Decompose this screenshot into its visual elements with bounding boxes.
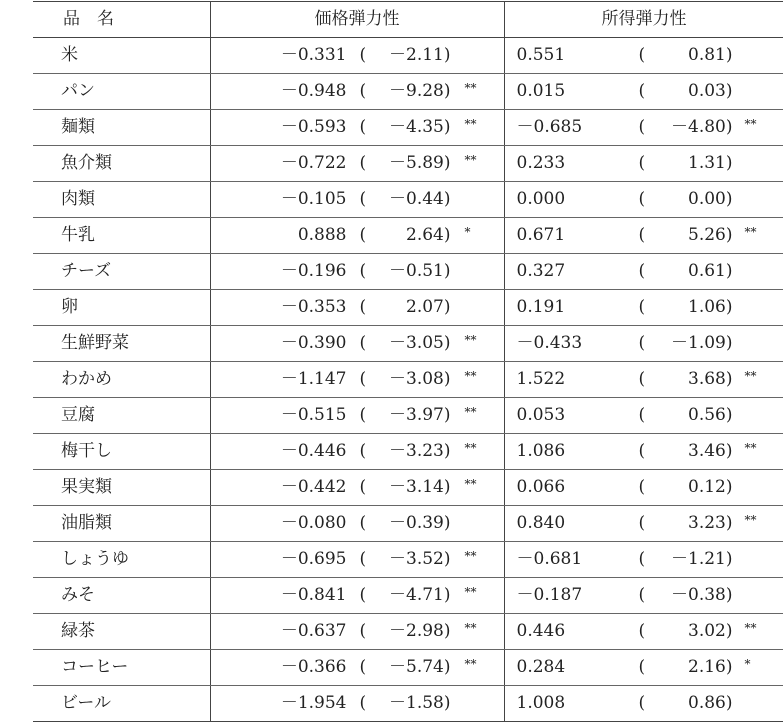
price-elasticity-cell bbox=[210, 398, 504, 434]
price-t-value: －2.11) bbox=[389, 45, 451, 65]
price-t-value: －0.44) bbox=[389, 189, 451, 209]
table-header-row bbox=[33, 2, 783, 38]
price-paren-open: ( bbox=[359, 585, 367, 605]
price-t-value: －3.14) bbox=[389, 477, 451, 497]
income-elasticity-cell bbox=[504, 650, 783, 686]
price-t-value: －2.98) bbox=[389, 621, 451, 641]
item-name: 肉類 bbox=[61, 189, 95, 209]
price-elasticity-cell bbox=[210, 470, 504, 506]
item-name-cell bbox=[33, 362, 210, 398]
price-elasticity-cell bbox=[210, 74, 504, 110]
price-paren-open: ( bbox=[359, 693, 367, 713]
price-paren-open: ( bbox=[359, 297, 367, 317]
price-significance-mark: * bbox=[464, 225, 471, 239]
price-significance-mark: ** bbox=[464, 369, 477, 383]
table-row bbox=[33, 686, 783, 722]
elasticity-document bbox=[33, 1, 783, 722]
income-coefficient: 0.053 bbox=[516, 405, 566, 425]
income-t-value: 3.02) bbox=[688, 621, 733, 641]
item-name-cell bbox=[33, 290, 210, 326]
table-row bbox=[33, 290, 783, 326]
price-significance-mark: ** bbox=[464, 477, 477, 491]
price-paren-open: ( bbox=[359, 621, 367, 641]
price-coefficient: －0.593 bbox=[280, 117, 347, 137]
price-coefficient: －0.353 bbox=[280, 297, 347, 317]
price-coefficient: －0.442 bbox=[280, 477, 347, 497]
income-coefficient: 1.522 bbox=[516, 369, 566, 389]
item-name: 卵 bbox=[61, 297, 78, 317]
table-row bbox=[33, 614, 783, 650]
income-coefficient: 0.191 bbox=[516, 297, 566, 317]
income-elasticity-cell bbox=[504, 74, 783, 110]
price-significance-mark: ** bbox=[464, 549, 477, 563]
price-coefficient: －0.331 bbox=[280, 45, 347, 65]
item-name-cell bbox=[33, 38, 210, 74]
item-name: 豆腐 bbox=[61, 405, 95, 425]
item-name-cell bbox=[33, 470, 210, 506]
price-paren-open: ( bbox=[359, 441, 367, 461]
price-t-value: －5.74) bbox=[389, 657, 451, 677]
price-paren-open: ( bbox=[359, 81, 367, 101]
item-name: 梅干し bbox=[61, 441, 112, 461]
income-paren-open: ( bbox=[638, 477, 646, 497]
price-elasticity-cell bbox=[210, 362, 504, 398]
price-t-value: －3.05) bbox=[389, 333, 451, 353]
price-elasticity-cell bbox=[210, 686, 504, 722]
table-row bbox=[33, 470, 783, 506]
income-elasticity-cell bbox=[504, 290, 783, 326]
income-elasticity-cell bbox=[504, 542, 783, 578]
income-elasticity-cell bbox=[504, 182, 783, 218]
income-t-value: －4.80) bbox=[671, 117, 733, 137]
income-coefficient: －0.187 bbox=[516, 585, 583, 605]
income-t-value: －1.21) bbox=[671, 549, 733, 569]
income-paren-open: ( bbox=[638, 585, 646, 605]
price-t-value: －1.58) bbox=[389, 693, 451, 713]
income-paren-open: ( bbox=[638, 225, 646, 245]
item-name-cell bbox=[33, 398, 210, 434]
table-row bbox=[33, 110, 783, 146]
item-name: ビール bbox=[61, 693, 111, 713]
item-name-cell bbox=[33, 326, 210, 362]
income-coefficient: 0.284 bbox=[516, 657, 566, 677]
table-row bbox=[33, 650, 783, 686]
income-elasticity-cell bbox=[504, 578, 783, 614]
income-significance-mark: ** bbox=[744, 117, 757, 131]
price-t-value: －4.71) bbox=[389, 585, 451, 605]
income-paren-open: ( bbox=[638, 81, 646, 101]
table-row bbox=[33, 38, 783, 74]
income-t-value: 0.81) bbox=[688, 45, 733, 65]
price-paren-open: ( bbox=[359, 117, 367, 137]
income-coefficient: 1.086 bbox=[516, 441, 566, 461]
item-name: 麺類 bbox=[61, 117, 95, 137]
price-elasticity-cell bbox=[210, 578, 504, 614]
item-name: コーヒー bbox=[61, 657, 129, 677]
table-row bbox=[33, 326, 783, 362]
income-significance-mark: ** bbox=[744, 621, 757, 635]
item-name: 米 bbox=[61, 45, 78, 65]
price-paren-open: ( bbox=[359, 369, 367, 389]
column-header-item-name-text: 品 名 bbox=[63, 9, 114, 29]
item-name-cell bbox=[33, 506, 210, 542]
price-significance-mark: ** bbox=[464, 333, 477, 347]
column-header-price-elasticity: 価格弾力性 bbox=[210, 2, 504, 38]
item-name-cell bbox=[33, 578, 210, 614]
price-coefficient: －0.948 bbox=[280, 81, 347, 101]
item-name: チーズ bbox=[61, 261, 112, 281]
income-elasticity-cell bbox=[504, 506, 783, 542]
price-paren-open: ( bbox=[359, 225, 367, 245]
item-name: 牛乳 bbox=[61, 225, 95, 245]
price-elasticity-cell bbox=[210, 182, 504, 218]
price-t-value: －3.08) bbox=[389, 369, 451, 389]
table-body bbox=[33, 38, 783, 722]
table-row bbox=[33, 542, 783, 578]
item-name: しょうゆ bbox=[61, 549, 129, 569]
income-paren-open: ( bbox=[638, 117, 646, 137]
income-t-value: 1.31) bbox=[688, 153, 733, 173]
income-paren-open: ( bbox=[638, 657, 646, 677]
price-paren-open: ( bbox=[359, 189, 367, 209]
table-row bbox=[33, 578, 783, 614]
price-elasticity-cell bbox=[210, 254, 504, 290]
price-t-value: －0.51) bbox=[389, 261, 451, 281]
income-significance-mark: ** bbox=[744, 225, 757, 239]
income-t-value: 3.68) bbox=[688, 369, 733, 389]
price-significance-mark: ** bbox=[464, 117, 477, 131]
income-t-value: 0.12) bbox=[688, 477, 733, 497]
income-coefficient: 0.066 bbox=[516, 477, 566, 497]
income-paren-open: ( bbox=[638, 621, 646, 641]
income-coefficient: 0.233 bbox=[516, 153, 566, 173]
table-row bbox=[33, 362, 783, 398]
item-name-cell bbox=[33, 614, 210, 650]
item-name: 魚介類 bbox=[61, 153, 112, 173]
income-paren-open: ( bbox=[638, 261, 646, 281]
income-paren-open: ( bbox=[638, 189, 646, 209]
price-coefficient: 0.888 bbox=[297, 225, 347, 245]
income-coefficient: 0.000 bbox=[516, 189, 566, 209]
income-t-value: 5.26) bbox=[688, 225, 733, 245]
table-row bbox=[33, 74, 783, 110]
income-t-value: 3.46) bbox=[688, 441, 733, 461]
price-elasticity-cell bbox=[210, 542, 504, 578]
price-paren-open: ( bbox=[359, 153, 367, 173]
income-t-value: 0.03) bbox=[688, 81, 733, 101]
price-elasticity-cell bbox=[210, 38, 504, 74]
income-paren-open: ( bbox=[638, 45, 646, 65]
price-coefficient: －0.366 bbox=[280, 657, 347, 677]
table-row bbox=[33, 218, 783, 254]
income-paren-open: ( bbox=[638, 441, 646, 461]
income-significance-mark: ** bbox=[744, 441, 757, 455]
price-t-value: －4.35) bbox=[389, 117, 451, 137]
income-t-value: 0.86) bbox=[688, 693, 733, 713]
table-row bbox=[33, 146, 783, 182]
item-name-cell bbox=[33, 74, 210, 110]
income-elasticity-cell bbox=[504, 470, 783, 506]
income-elasticity-cell bbox=[504, 434, 783, 470]
item-name: わかめ bbox=[61, 369, 112, 389]
price-significance-mark: ** bbox=[464, 441, 477, 455]
table-row bbox=[33, 182, 783, 218]
income-elasticity-cell bbox=[504, 326, 783, 362]
income-coefficient: 0.327 bbox=[516, 261, 566, 281]
price-t-value: －3.52) bbox=[389, 549, 451, 569]
price-elasticity-cell bbox=[210, 434, 504, 470]
price-elasticity-cell bbox=[210, 290, 504, 326]
income-t-value: －0.38) bbox=[671, 585, 733, 605]
price-significance-mark: ** bbox=[464, 153, 477, 167]
price-paren-open: ( bbox=[359, 261, 367, 281]
income-coefficient: 0.446 bbox=[516, 621, 566, 641]
income-coefficient: －0.685 bbox=[516, 117, 583, 137]
income-elasticity-cell bbox=[504, 38, 783, 74]
income-coefficient: －0.681 bbox=[516, 549, 583, 569]
price-coefficient: －0.080 bbox=[280, 513, 347, 533]
price-paren-open: ( bbox=[359, 45, 367, 65]
item-name-cell bbox=[33, 650, 210, 686]
price-coefficient: －1.954 bbox=[280, 693, 347, 713]
income-paren-open: ( bbox=[638, 153, 646, 173]
price-elasticity-cell bbox=[210, 146, 504, 182]
item-name-cell bbox=[33, 218, 210, 254]
price-paren-open: ( bbox=[359, 477, 367, 497]
item-name-cell bbox=[33, 434, 210, 470]
price-elasticity-cell bbox=[210, 326, 504, 362]
price-t-value: －3.23) bbox=[389, 441, 451, 461]
income-t-value: －1.09) bbox=[671, 333, 733, 353]
price-t-value: －3.97) bbox=[389, 405, 451, 425]
column-header-income-elasticity: 所得弾力性 bbox=[504, 2, 783, 38]
price-t-value: －0.39) bbox=[389, 513, 451, 533]
price-coefficient: －0.841 bbox=[280, 585, 347, 605]
income-t-value: 2.16) bbox=[688, 657, 733, 677]
income-paren-open: ( bbox=[638, 549, 646, 569]
income-significance-mark: ** bbox=[744, 513, 757, 527]
income-elasticity-cell bbox=[504, 110, 783, 146]
price-elasticity-cell bbox=[210, 650, 504, 686]
price-significance-mark: ** bbox=[464, 81, 477, 95]
table-row bbox=[33, 506, 783, 542]
price-significance-mark: ** bbox=[464, 405, 477, 419]
price-t-value: －9.28) bbox=[389, 81, 451, 101]
item-name-cell bbox=[33, 146, 210, 182]
income-t-value: 0.61) bbox=[688, 261, 733, 281]
income-t-value: 3.23) bbox=[688, 513, 733, 533]
price-coefficient: －0.446 bbox=[280, 441, 347, 461]
table-row bbox=[33, 434, 783, 470]
income-elasticity-cell bbox=[504, 146, 783, 182]
item-name-cell bbox=[33, 254, 210, 290]
item-name: 果実類 bbox=[61, 477, 112, 497]
item-name: 油脂類 bbox=[61, 513, 112, 533]
price-coefficient: －0.722 bbox=[280, 153, 347, 173]
price-t-value: 2.07) bbox=[406, 297, 451, 317]
income-paren-open: ( bbox=[638, 333, 646, 353]
price-coefficient: －0.196 bbox=[280, 261, 347, 281]
income-t-value: 0.00) bbox=[688, 189, 733, 209]
price-significance-mark: ** bbox=[464, 621, 477, 635]
income-elasticity-cell bbox=[504, 362, 783, 398]
price-paren-open: ( bbox=[359, 657, 367, 677]
item-name: 緑茶 bbox=[61, 621, 95, 641]
item-name-cell bbox=[33, 182, 210, 218]
price-t-value: －5.89) bbox=[389, 153, 451, 173]
income-coefficient: 1.008 bbox=[516, 693, 566, 713]
elasticity-table bbox=[33, 1, 783, 722]
price-paren-open: ( bbox=[359, 549, 367, 569]
income-coefficient: 0.671 bbox=[516, 225, 566, 245]
price-paren-open: ( bbox=[359, 405, 367, 425]
price-elasticity-cell bbox=[210, 614, 504, 650]
price-coefficient: －0.390 bbox=[280, 333, 347, 353]
income-paren-open: ( bbox=[638, 513, 646, 533]
income-significance-mark: * bbox=[744, 657, 751, 671]
price-coefficient: －0.637 bbox=[280, 621, 347, 641]
column-header-item-name bbox=[33, 2, 210, 38]
item-name: パン bbox=[61, 81, 95, 101]
price-significance-mark: ** bbox=[464, 657, 477, 671]
income-coefficient: 0.551 bbox=[516, 45, 566, 65]
price-paren-open: ( bbox=[359, 333, 367, 353]
income-elasticity-cell bbox=[504, 686, 783, 722]
income-paren-open: ( bbox=[638, 369, 646, 389]
price-t-value: 2.64) bbox=[406, 225, 451, 245]
income-paren-open: ( bbox=[638, 297, 646, 317]
table-row bbox=[33, 254, 783, 290]
price-coefficient: －0.695 bbox=[280, 549, 347, 569]
income-coefficient: 0.015 bbox=[516, 81, 566, 101]
table-row bbox=[33, 398, 783, 434]
price-significance-mark: ** bbox=[464, 585, 477, 599]
item-name-cell bbox=[33, 110, 210, 146]
item-name-cell bbox=[33, 542, 210, 578]
income-elasticity-cell bbox=[504, 218, 783, 254]
price-elasticity-cell bbox=[210, 506, 504, 542]
income-elasticity-cell bbox=[504, 614, 783, 650]
price-coefficient: －1.147 bbox=[280, 369, 347, 389]
income-coefficient: 0.840 bbox=[516, 513, 566, 533]
item-name: 生鮮野菜 bbox=[61, 333, 129, 353]
income-elasticity-cell bbox=[504, 398, 783, 434]
income-t-value: 0.56) bbox=[688, 405, 733, 425]
income-paren-open: ( bbox=[638, 405, 646, 425]
price-paren-open: ( bbox=[359, 513, 367, 533]
income-significance-mark: ** bbox=[744, 369, 757, 383]
price-coefficient: －0.515 bbox=[280, 405, 347, 425]
income-paren-open: ( bbox=[638, 693, 646, 713]
price-elasticity-cell bbox=[210, 218, 504, 254]
income-elasticity-cell bbox=[504, 254, 783, 290]
price-elasticity-cell bbox=[210, 110, 504, 146]
income-coefficient: －0.433 bbox=[516, 333, 583, 353]
item-name: みそ bbox=[61, 585, 95, 605]
item-name-cell bbox=[33, 686, 210, 722]
income-t-value: 1.06) bbox=[688, 297, 733, 317]
price-coefficient: －0.105 bbox=[280, 189, 347, 209]
